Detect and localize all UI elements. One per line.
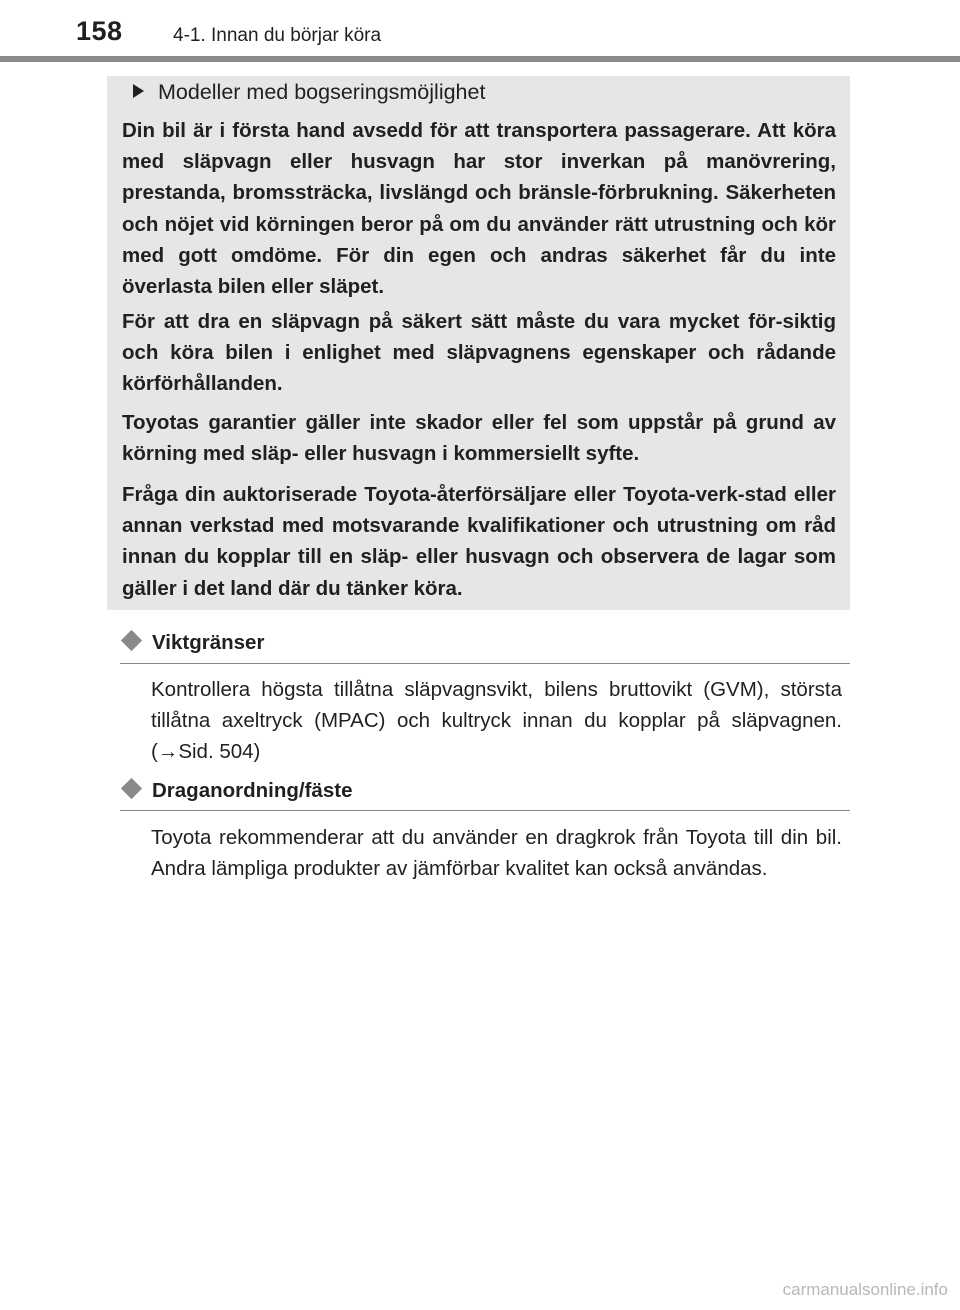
subsection-divider xyxy=(120,810,850,811)
note-box-heading-text: Modeller med bogseringsmöjlighet xyxy=(158,80,486,104)
subsection-title: Viktgränser xyxy=(152,631,265,654)
subsection-title: Draganordning/fäste xyxy=(152,779,353,802)
subsection-heading-weight-limits xyxy=(120,631,264,655)
note-paragraph-3: Toyotas garantier gäller inte skador eller fel som uppstår på grund av körning med släp- eller husvagn i kommersiellt syfte. xyxy=(122,411,836,466)
subsection-divider xyxy=(120,663,850,664)
note-paragraph-4: Fråga din auktoriserade Toyota-återförsäljare eller Toyota-verk-stad eller annan verkstad med motsvarande kvalifikationer och utrustning om råd innan du kopplar till en släp- eller husvagn och observera de lagar som gäller i det land där du tänker köra. xyxy=(122,483,836,600)
page-number: 158 xyxy=(76,16,123,46)
note-paragraph-2: För att dra en släpvagn på säkert sätt måste du vara mycket för-siktig och köra bilen i enlighet med släpvagnens egenskaper och rådande körförhållanden. xyxy=(122,310,836,396)
note-box-heading xyxy=(133,80,485,105)
subsection-body-towing-hitch: Toyota rekommenderar att du använder en dragkrok från Toyota till din bil. Andra lämpliga produkter av jämförbar kvalitet kan också användas. xyxy=(151,826,842,880)
section-title: 4-1. Innan du börjar köra xyxy=(173,25,382,46)
note-paragraph-1: Din bil är i första hand avsedd för att transportera passagerare. Att köra med släpvagn eller husvagn har stor inverkan på manövrering, prestanda, bromssträcka, livslängd och bränsle-förbrukning. Säkerheten och nöjet vid körningen beror på om du använder rätt utrustning och kör med gott omdöme. För din egen och andras säkerhet får du inte överlasta bilen eller släpet. xyxy=(122,119,836,299)
subsection-body-weight-limits: Kontrollera högsta tillåtna släpvagnsvikt, bilens bruttovikt (GVM), största tillåtna axeltryck (MPAC) och kultryck innan du kopplar på släpvagnen. (→Sid. 504) xyxy=(151,678,842,763)
header-divider xyxy=(0,56,960,62)
diamond-bullet-icon xyxy=(121,630,142,651)
watermark: carmanualsonline.info xyxy=(782,1280,948,1299)
page-header xyxy=(0,0,960,70)
triangle-right-icon xyxy=(133,84,144,98)
subsection-heading-towing-hitch xyxy=(120,779,352,803)
diamond-bullet-icon xyxy=(121,778,142,799)
